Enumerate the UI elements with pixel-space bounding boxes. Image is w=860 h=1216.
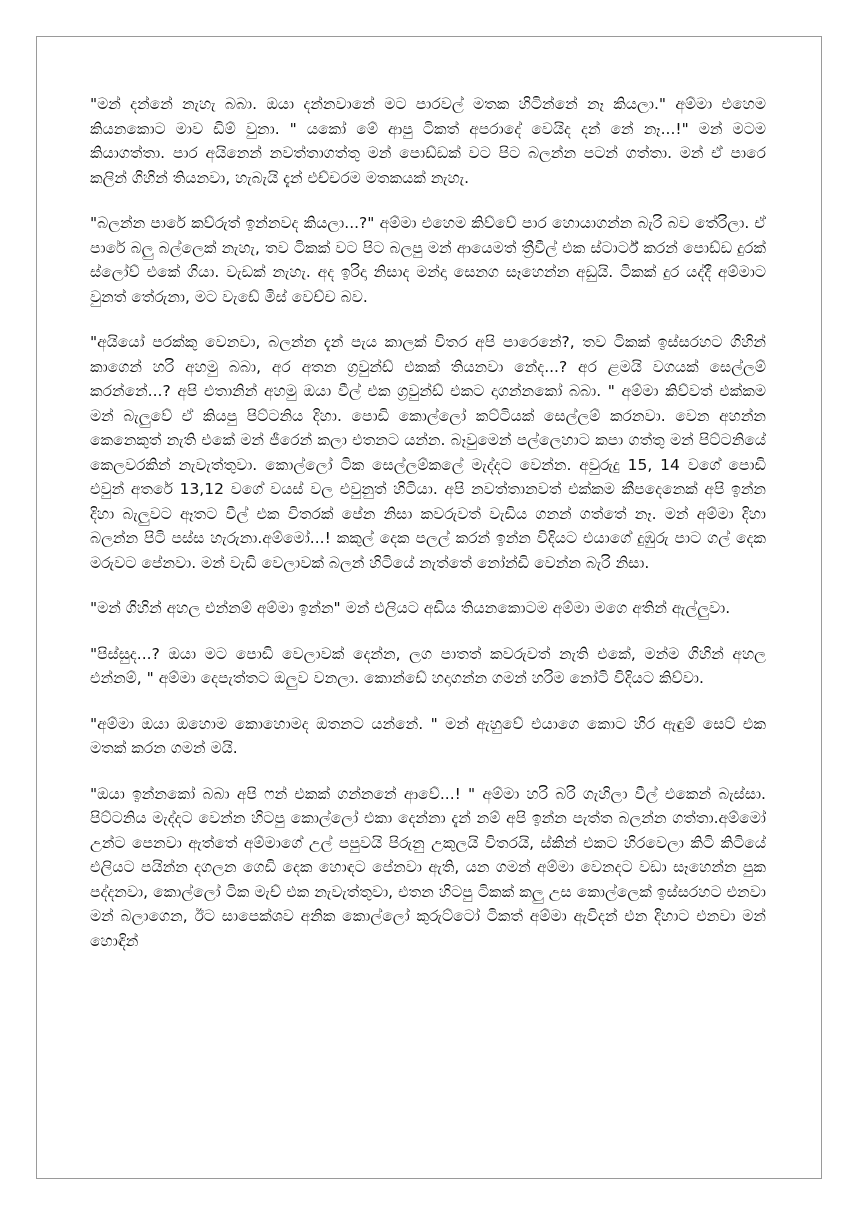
paragraph: "මන් ගිහින් අහල එන්නම් අම්මා ඉන්න" මන් එලියට අඩිය තියනකොටම අම්මා මගෙ අතින් ඇල්ලුවා. (90, 599, 731, 617)
paragraph: "අයියෝ පරක්කු වෙනවා, බලන්න දැන් පැය කාලක් විතර අපි පාරෙනේ?, තව ටිකක් ඉස්සරහට ගිහින් කාගෙන් හරි අහමු බබා, අර අතන ග්‍රවුන්ඩ් එකක් තියනවා නේද...? අර ළමයි වගයක් සෙල්ලම් කරන්නේ...? අපි එතානින් අහමු ඔයා වීල් එක ග්‍රවුන්ඩ් එකට දාගන්නකෝ බබා. " අම්මා කිව්වත් එක්කම මන් බැලුවේ ඒ කියපු පිට්ටනිය දිහා. පොඩි කොල්ලෝ කට්ටියක් සෙල්ලම් කරනවා. වෙන අහන්න කෙනෙකුත් නැති එකේ මන් ජීරෙන් කලා එතනට යන්න. බෑවුමෙන් පල්ලෙහාට කපා ගත්තු මන් පිට්ටනියේ කෙලවරකින් නැවැත්තුවා. කොල්ලෝ ටික සෙල්ලම්කලේ මැද්දට වෙන්න. අවුරුදු 15, 14 වගේ පොඩි එවුන් අතරේ 13,12 වගේ වයස් වල එවුනුත් හිටියා. අපි නවත්තානවත් එක්කම කීපදෙනෙක් අපි ඉන්න දිහා බැලුවට ඈතට වීල් එක විතරක් පේන නිසා කවරුවත් වැඩිය ගනන් ගත්තේ නෑ. මන් අම්මා දිහා බලන්න පිටි පස්ස හැරුනා.අම්මෝ...! කකුල් දෙක පලල් කරන් ඉන්න විදියට එයාගේ දුඹුරු පාට ගල් දෙක මරුවට පේනවා. මන් වැඩි වෙලාවක් බලන් හිටියේ නැත්තේ නෝන්ඩි වෙන්න බැරි නිසා. (90, 333, 766, 572)
document-body (90, 92, 766, 1172)
paragraph: "බලන්න පාරේ කව්රුත් ඉන්නවද කියලා...?" අම්මා එහෙම කිව්වේ පාර හොයාගන්න බැරි බව තේරිලා. ඒ පාරේ බලු බල්ලෙක් නැහැ, තව ටිකක් වට පිට බලපු මන් ආයෙමත් ත්‍රීවීල් එක ස්ටාර්ට් කරන් පොඩ්ඩ දුරක් ස්ලෝව් එකේ ගියා. වැඩක් නැහැ. අද ඉරිදා නිසාද මන්දා සෙනග සෑහෙන්න අඩුයි. ටිකක් දුර යද්දී අම්මාට වුනත් තේරුනා, මට වැඩේ මිස් වෙච්ච බව. (90, 214, 766, 306)
paragraph: "පිස්සුද...? ඔයා මට පොඩි වෙලාවක් දෙන්න, ලග පාතත් කවරුවත් නැති එකේ, මන්ම ගිහින් අහල එන්නම්, " අම්මා දෙපැත්තට ඔලුව වනලා. කොන්ඩේ හදාගන්න ගමන් හරිම නෝටි විදියට කිව්වා. (90, 644, 766, 687)
paragraph: "මන් දන්නේ නැහැ බබා. ඔයා දන්නවානේ මට පාරවල් මතක හිටින්නේ නෑ කියලා." අම්මා එහෙම කියනකොට මාව ඩිම් වුනා. " යකෝ මේ ආපු ටිකත් අපරාදේ වෙයිද දන් නේ නෑ...!" මන් මටම කියාගත්තා. පාර අයිනෙන් නවත්තාගත්තු මන් පොඩ්ඩක් වට පිට බලන්න පටන් ගත්තා. මන් ඒ පාරෙ කලින් ගිහින් තියනවා, හැබැයි දැන් එච්චරම මතකයක් නැහැ. (90, 95, 766, 187)
paragraph: "ඔයා ඉන්නකෝ බබා අපි ෆන් එකක් ගන්නනේ ආවේ...! " අම්මා හරි බරි ගැහිලා වීල් එකෙන් බැස්සා. පිට්ටනිය මැද්දට වෙන්න හිටපු කොල්ලෝ එකා දෙන්නා දැන් නම් අපි ඉන්න පැත්ත බලන්න ගත්තා.අම්මෝ උන්ට පෙනවා ඇත්තේ අම්මාගේ උල් පපුවයි පිරුනු උකුලයි විතරයි, ස්කින් එකට හිරවෙලා කිටි කිටියේ එලියට පයින්න දගලන ගෙඩි දෙක හොඳට පේනවා ඇති, යන ගමන් අම්මා වෙනදට වඩා සෑහෙන්න පුක පද්දනවා, කොල්ලෝ ටික මැච් එක නැවැත්තුවා, එතන හිටපු ටිකක් කලු උස කොල්ලෙක් ඉස්සරහට එනවා මන් බලාගෙන, ඊට සාපෙක්ශව අනික කොල්ලෝ කුරුට්ටෝ ටිකත් අම්මා ඇවිදන් එන දිහාට එනවා මන් හොඳින් (90, 784, 766, 950)
paragraph: "අම්මා ඔයා ඔහොම කොහොමද ඔතනට යන්නේ. " මන් ඇහුවේ එයාගෙ කොට හිර ඇඳුම් සෙට් එක මතක් කරන ගමන් මයි. (90, 714, 766, 757)
